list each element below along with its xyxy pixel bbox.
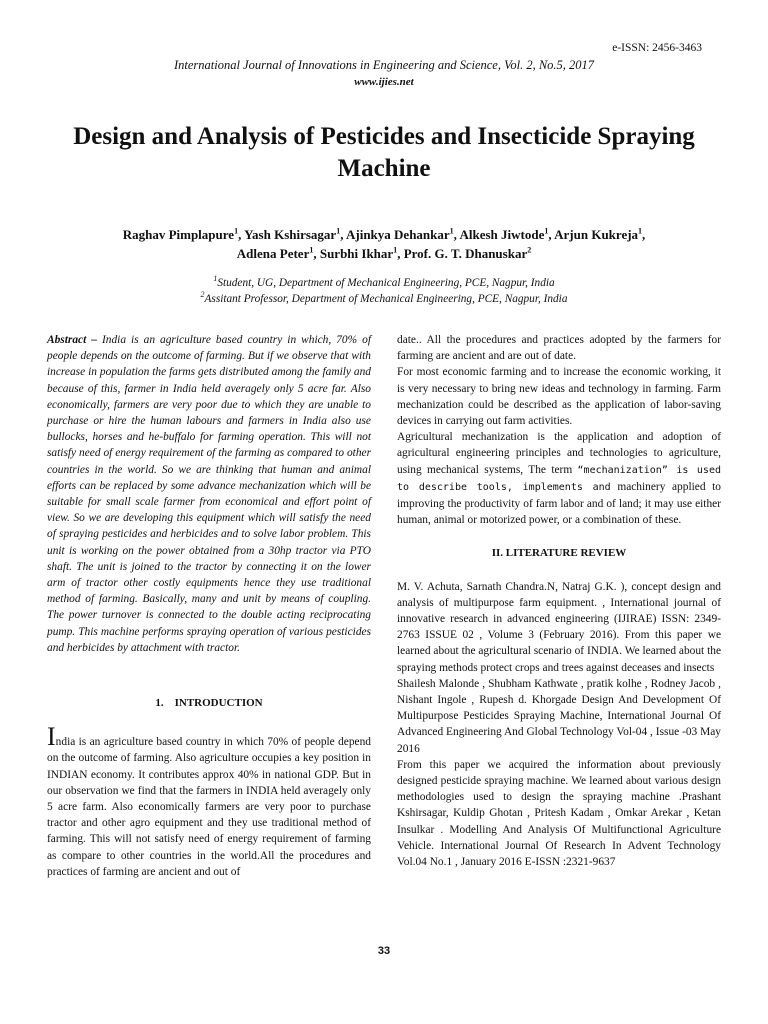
journal-name: International Journal of Innovations in Engineering and Science, Vol. 2, No.5, 2017: [173, 58, 595, 72]
reference-1: M. V. Achuta, Sarnath Chandra.N, Natraj G.K. ), concept design and analysis of multipurpose farm equipment. , International journal of innovative research in advanced engineering (IJIRAE) ISSN: 2349-2763 ISSUE 02 , Volume 3 (February 2016). From this paper we learned about the agricultural scenario of INDIA. We learned about the spraying methods protect crops and trees against deceases and insects: [397, 580, 721, 674]
author-affiliation-mark: 1: [336, 226, 341, 236]
author-affiliation-mark: 1: [234, 226, 239, 236]
author-affiliation-mark: 1: [393, 245, 398, 255]
page-number: 33: [377, 945, 391, 957]
right-column: [397, 332, 721, 870]
author-list: Raghav Pimplapure$^1$, Yash Kshirsagar$^1$, Ajinkya Dehankar$^1$, Alkesh Jiwtode$^1$, Arjun Kukreja$^1$, Adlena Peter$^1$, Surbhi Ikhar$^1$, Prof. G. T. Dhanuskar$^2$: [122, 226, 646, 261]
author: Yash Kshirsagar: [244, 227, 337, 242]
abstract-label: Abstract –: [47, 334, 97, 346]
affiliation-1: $^1$Student, UG, Department of Mechanical Engineering, PCE, Nagpur, India: [213, 274, 555, 289]
affiliations: [0, 275, 768, 307]
introduction-paragraph: [47, 722, 371, 880]
author-affiliation-mark: 1: [309, 245, 314, 255]
author: Raghav Pimplapure: [122, 227, 235, 242]
author-affiliation-mark: 2: [527, 245, 532, 255]
author: Arjun Kukreja: [554, 227, 639, 242]
journal-website[interactable]: www.ijies.net: [354, 76, 414, 88]
affiliation-2: $^2$Assitant Professor, Department of Mechanical Engineering, PCE, Nagpur, India: [200, 290, 568, 305]
author: Surbhi Ikhar: [319, 246, 394, 261]
paragraph: date.. All the procedures and practices adopted by the farmers for farming are ancient and are out of date.: [397, 334, 721, 363]
abstract: [47, 332, 371, 656]
dropcap: I: [47, 722, 56, 752]
paper-title: Design and Analysis of Pesticides and Insecticide Spraying Machine: [73, 123, 695, 182]
paragraph: For most economic farming and to increase the economic working, it is very necessary to bring new ideas and technology in farming. Farm mechanization could be described as the application of labor-saving devices in carrying out farm activities.: [397, 366, 721, 428]
author: Ajinkya Dehankar: [346, 227, 450, 242]
author-affiliation-mark: 1: [638, 226, 643, 236]
author-affiliation-mark: 1: [544, 226, 549, 236]
reference-note: From this paper we acquired the information about previously designed pesticide spraying machine. We learned about various design methodologies used to design the spraying machine .Prashant Kshirsagar, Kuldip Ghotan , Pritesh Kadam , Omkar Arekar , Ketan Insulkar . Modelling And Analysis Of Multifunctional Agriculture Vehicle. International Journal Of Research In Advent Technology Vol.04 No.1 , January 2016 E-ISSN :2321-9637: [397, 758, 721, 869]
left-column: [47, 332, 371, 880]
reference-2: Shailesh Malonde , Shubham Kathwate , pratik kolhe , Rodney Jacob , Nishant Ingole , Rupesh d. Khorgade Design And Development Of Multipurpose Pesticides Spraying Machine, International Journal Of Advanced Engineering And Global Technology Vol-04 , Issue -03 May 2016: [397, 677, 721, 755]
author-affiliation-mark: 1: [449, 226, 454, 236]
paragraph: Agricultural mechanization is the application and adoption of agricultural engineering principles and technologies to agriculture, using mechanical systems, The term “mechanization” is used to describe tools, implements and machinery applied to improving the productivity of farm labor and of land; it may use either human, animal or motorized power, or a combination of these.: [397, 431, 721, 527]
introduction-text: ndia is an agriculture based country in which 70% of people depend on the outcome of farming. Also agriculture occupies a key position in INDIAN economy. It contributes approx 40% in national GDP. But in our observation we find that the farmers in INDIA held averagely only 5 acre farm. Also economically farmers are very poor to purchase tractor and other agro equipment and they use traditional method of farming. This will not satisfy need of energy requirement of farming as compare to other countries in the world.All the procedures and practices of farming are ancient and out of: [47, 736, 371, 878]
eissn: e-ISSN: 2456-3463: [612, 42, 702, 54]
quoted-term: “mechanization” is used to describe tools, implements and: [397, 464, 721, 493]
author: Adlena Peter: [236, 246, 310, 261]
author: Alkesh Jiwtode: [459, 227, 545, 242]
section-heading-literature-review: II. LITERATURE REVIEW: [491, 547, 627, 560]
section-heading-introduction: 1. INTRODUCTION: [155, 697, 263, 710]
author: Prof. G. T. Dhanuskar: [403, 246, 528, 261]
abstract-text: India is an agriculture based country in which, 70% of people depends on the outcome of farming. But if we observe that with increase in population the farms gets distributed among the family and because of this, farmer in India held averagely only 5 acre far. Also economically, farmers are very poor due to which they are unable to purchase or hire the human labours and farmers in India also use bullocks, horses and he-buffalo for farming operation. This will not satisfy need of energy requirement of the farming as compared to other countries in the world. So we are thinking that human and animal efforts can be replaced by some advance mechanization which will be suitable for small scale farmer from economical and effort point of view. So we are developing this equipment which will satisfy the need of spraying pesticides and herbicides and to solve labor problem. This unit is working on the power obtained from a 30hp tractor via PTO shaft. The unit is joined to the tractor by connecting it on the lower arm of tractor other costly equipments hence they use traditional method of farming. Basically, many and unit by means of coupling. The power turnover is connected to the double acting reciprocating pump. This machine performs spraying operation of various pesticides and herbicides by attachment with tractor.: [47, 334, 371, 654]
